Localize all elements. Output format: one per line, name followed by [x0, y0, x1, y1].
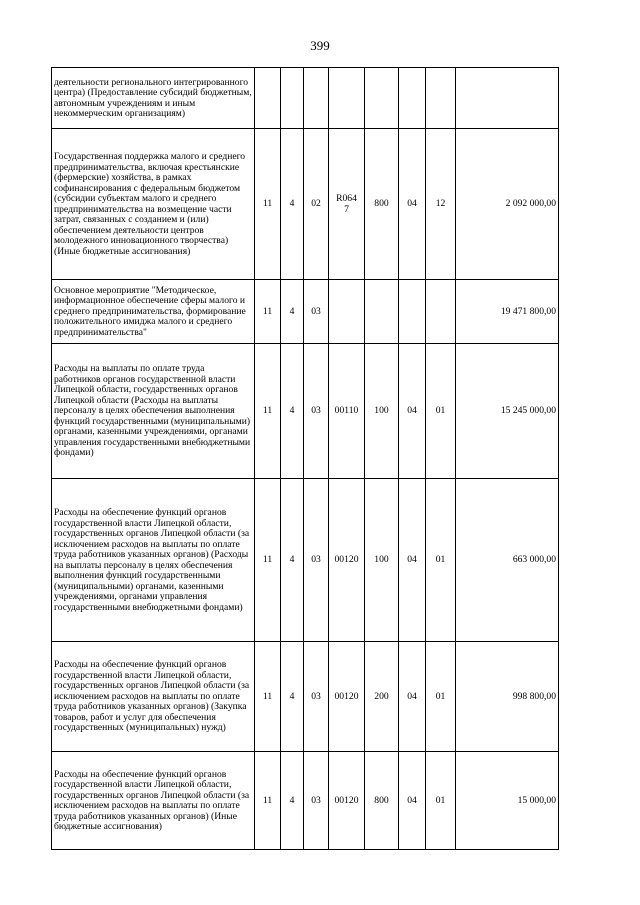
amount-cell	[456, 68, 559, 129]
subprogram-code-cell: 4	[281, 752, 304, 850]
direction-code-cell	[329, 68, 365, 129]
subsection-cell: 01	[426, 344, 456, 479]
direction-code-cell	[329, 280, 365, 344]
direction-code-cell: 00120	[329, 752, 365, 850]
subsection-cell: 01	[426, 642, 456, 752]
table-row	[52, 280, 559, 344]
table-row	[52, 752, 559, 850]
amount-cell: 663 000,00	[456, 479, 559, 642]
program-code-cell: 11	[255, 642, 281, 752]
row-description: Расходы на обеспечение функций органов государственной власти Липецкой области, государственных органов Липецкой области (за исключением расходов на выплаты по оплате труда работников указанных органов) (Закупка товаров, работ и услуг для обеспечения государственных (муниципальных) нужд)	[52, 642, 255, 752]
activity-code-cell: 03	[304, 752, 329, 850]
table-row	[52, 68, 559, 129]
expense-type-cell: 100	[365, 479, 399, 642]
activity-code-cell: 03	[304, 479, 329, 642]
table-row	[52, 344, 559, 479]
row-description: Основное мероприятие "Методическое, информационное обеспечение сферы малого и среднего предпринимательства, формирование положительного имиджа малого и среднего предпринимательства"	[52, 280, 255, 344]
row-description: Государственная поддержка малого и среднего предпринимательства, включая крестьянские (фермерские) хозяйства, в рамках софинансирования с федеральным бюджетом (субсидии субъектам малого и среднего предпринимательства на возмещение части затрат, связанных с созданием и (или) обеспечением деятельности центров молодежного инновационного творчества) (Иные бюджетные ассигнования)	[52, 129, 255, 280]
activity-code-cell	[304, 68, 329, 129]
table-row	[52, 129, 559, 280]
direction-code-cell: 00120	[329, 642, 365, 752]
subprogram-code-cell: 4	[281, 129, 304, 280]
program-code-cell: 11	[255, 752, 281, 850]
expense-type-cell: 800	[365, 129, 399, 280]
expense-type-cell	[365, 68, 399, 129]
activity-code-cell: 03	[304, 280, 329, 344]
amount-cell: 15 000,00	[456, 752, 559, 850]
expense-type-cell: 200	[365, 642, 399, 752]
expense-type-cell: 100	[365, 344, 399, 479]
program-code-cell: 11	[255, 129, 281, 280]
row-description: Расходы на выплаты по оплате труда работников органов государственной власти Липецкой области, государственных органов Липецкой области (Расходы на выплаты персоналу в целях обеспечения выполнения функций государственными (муниципальными) органами, казенными учреждениями, органами управления государственными внебюджетными фондами)	[52, 344, 255, 479]
subprogram-code-cell: 4	[281, 479, 304, 642]
section-cell	[399, 280, 426, 344]
expense-type-cell: 800	[365, 752, 399, 850]
table-row	[52, 642, 559, 752]
direction-code-cell: 00110	[329, 344, 365, 479]
page-number: 399	[310, 38, 330, 53]
subsection-cell: 01	[426, 752, 456, 850]
section-cell: 04	[399, 642, 426, 752]
section-cell	[399, 68, 426, 129]
section-cell: 04	[399, 479, 426, 642]
amount-cell: 15 245 000,00	[456, 344, 559, 479]
subsection-cell	[426, 68, 456, 129]
program-code-cell	[255, 68, 281, 129]
amount-cell: 998 800,00	[456, 642, 559, 752]
direction-code-cell: 00120	[329, 479, 365, 642]
subprogram-code-cell: 4	[281, 344, 304, 479]
expense-type-cell	[365, 280, 399, 344]
section-cell: 04	[399, 344, 426, 479]
subsection-cell: 01	[426, 479, 456, 642]
subprogram-code-cell	[281, 68, 304, 129]
subsection-cell: 12	[426, 129, 456, 280]
row-description: Расходы на обеспечение функций органов государственной власти Липецкой области, государственных органов Липецкой области (за исключением расходов на выплаты по оплате труда работников указанных органов) (Иные бюджетные ассигнования)	[52, 752, 255, 850]
row-description: деятельности регионального интегрированного центра) (Предоставление субсидий бюджетным, автономным учреждениям и иным некоммерческим организациям)	[52, 68, 255, 129]
subprogram-code-cell: 4	[281, 642, 304, 752]
amount-cell: 19 471 800,00	[456, 280, 559, 344]
activity-code-cell: 03	[304, 642, 329, 752]
section-cell: 04	[399, 752, 426, 850]
budget-table	[51, 67, 559, 850]
activity-code-cell: 03	[304, 344, 329, 479]
activity-code-cell: 02	[304, 129, 329, 280]
row-description: Расходы на обеспечение функций органов государственной власти Липецкой области, государственных органов Липецкой области (за исключением расходов на выплаты по оплате труда работников указанных органов) (Расходы на выплаты персоналу в целях обеспечения выполнения функций государственными (муниципальными) органами, казенными учреждениями, органами управления государственными внебюджетными фондами)	[52, 479, 255, 642]
section-cell: 04	[399, 129, 426, 280]
direction-code-cell: R064 7	[329, 129, 365, 280]
program-code-cell: 11	[255, 479, 281, 642]
table-row	[52, 479, 559, 642]
subprogram-code-cell: 4	[281, 280, 304, 344]
subsection-cell	[426, 280, 456, 344]
program-code-cell: 11	[255, 280, 281, 344]
program-code-cell: 11	[255, 344, 281, 479]
amount-cell: 2 092 000,00	[456, 129, 559, 280]
